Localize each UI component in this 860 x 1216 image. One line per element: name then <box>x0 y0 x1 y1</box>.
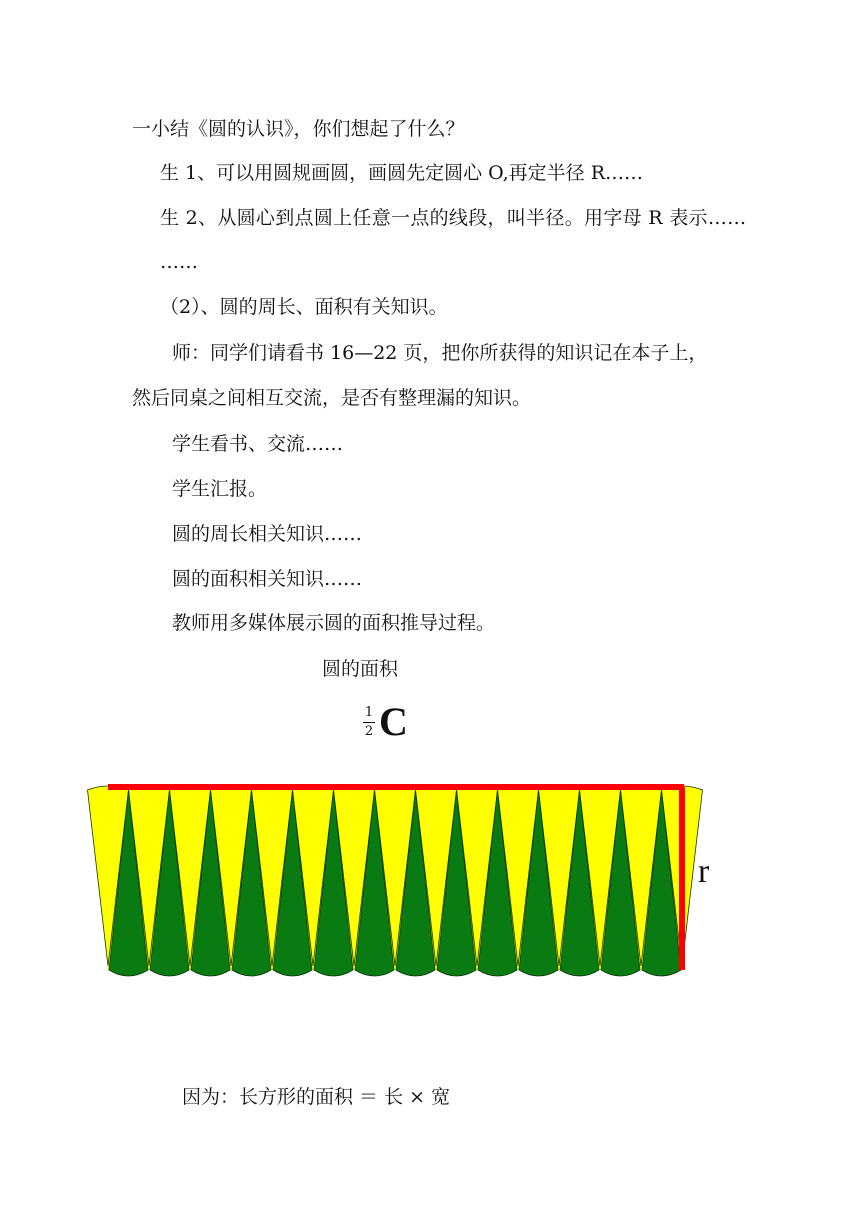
teacher-instruction-line-2: 然后同桌之间相互交流，是否有整理漏的知识。 <box>132 387 532 409</box>
fraction-numerator: 1 <box>364 705 374 720</box>
fraction-denominator: 2 <box>364 724 374 739</box>
rectangle-area-formula: 因为：长方形的面积 ＝ 长 × 宽 <box>182 1086 451 1108</box>
multimedia-demo-line: 教师用多媒体展示圆的面积推导过程。 <box>172 612 496 634</box>
radius-label: r <box>698 853 710 890</box>
student-report-line: 学生汇报。 <box>172 478 268 500</box>
circumference-symbol: C <box>379 699 408 744</box>
student-reading-line: 学生看书、交流…… <box>172 433 344 455</box>
area-knowledge-line: 圆的面积相关知识…… <box>172 568 363 590</box>
student-answer-2: 生 2、从圆心到点圆上任意一点的线段，叫半径。用字母 R 表示…… <box>160 207 747 229</box>
student-answer-1: 生 1、可以用圆规画圆，画圆先定圆心 O,再定半径 R…… <box>160 162 644 184</box>
summary-question: 一小结《圆的认识》，你们想起了什么？ <box>132 118 465 140</box>
section-heading-2: （2）、圆的周长、面积有关知识。 <box>160 296 448 318</box>
teacher-instruction-line-1: 师：同学们请看书 16—22 页，把你所获得的知识记在本子上， <box>172 342 708 364</box>
ellipsis-line: …… <box>160 251 198 273</box>
sector-group <box>88 786 703 976</box>
circumference-knowledge-line: 圆的周长相关知识…… <box>172 523 363 545</box>
figure-title: 圆的面积 <box>322 658 399 680</box>
